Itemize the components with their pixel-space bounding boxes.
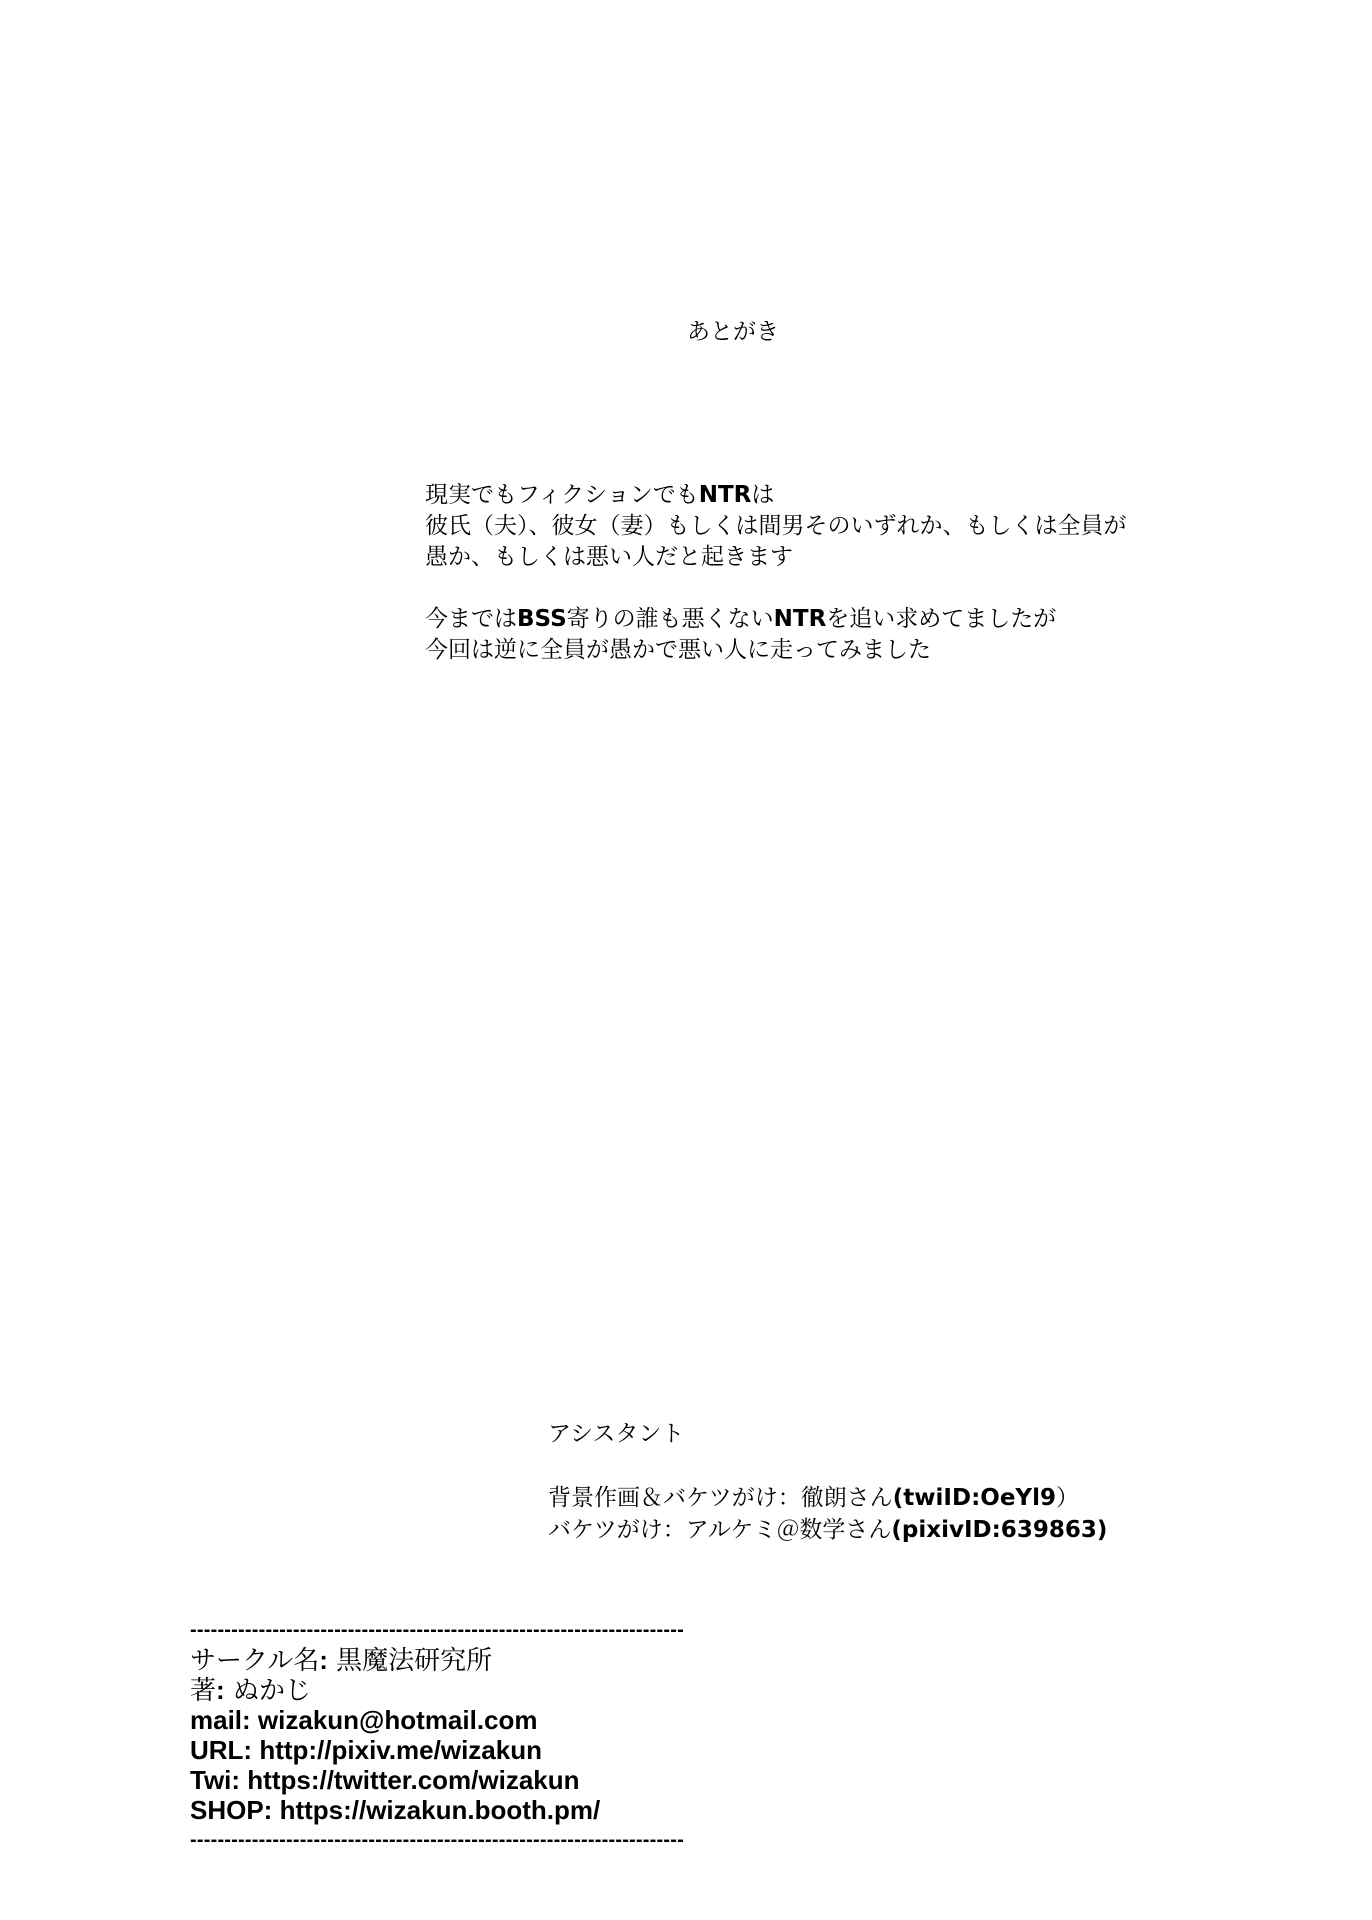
text-bold: (pixivID:639863) — [891, 1517, 1108, 1543]
author-name — [190, 1675, 684, 1705]
url-link: URL: http://pixiv.me/wizakun — [190, 1735, 542, 1765]
assistant-credit — [548, 1482, 1107, 1514]
afterword-body — [425, 480, 1127, 666]
text-bold: NTR — [773, 606, 827, 632]
afterword-line: 今回は逆に全員が愚かで悪い人に走ってみました — [425, 637, 931, 663]
assistants-list — [548, 1482, 1107, 1546]
text: 著 — [190, 1676, 217, 1706]
circle-name — [190, 1645, 684, 1675]
assistants-section — [548, 1418, 1107, 1546]
afterword-line: 愚か、もしくは悪い人だと起きます — [425, 544, 793, 570]
afterword-title: あとがき — [687, 319, 779, 345]
text: 背景作画＆バケツがけ：徹朗さん — [548, 1485, 893, 1511]
mail-address: mail: wizakun@hotmail.com — [190, 1705, 538, 1735]
shop-link: SHOP: https://wizakun.booth.pm/ — [190, 1795, 601, 1825]
text: ） — [1055, 1485, 1079, 1511]
afterword-paragraph-1 — [425, 480, 1127, 573]
twitter-link: Twi: https://twitter.com/wizakun — [190, 1765, 580, 1795]
text-bold: (twiID:OeYl9 — [892, 1485, 1056, 1511]
colophon — [190, 1615, 684, 1855]
afterword-line — [425, 480, 1127, 511]
afterword-paragraph-2 — [425, 604, 1127, 666]
text-bold: : — [216, 1675, 225, 1705]
text: 黒魔法研究所 — [327, 1646, 493, 1676]
divider-bottom: ------------------------------------------------------------------------ — [190, 1829, 684, 1851]
text: 現実でもフィクションでも — [425, 482, 699, 508]
text: を追い求めてましたが — [826, 606, 1057, 632]
text: 寄りの誰も悪くない — [566, 606, 774, 632]
assistant-credit — [548, 1514, 1107, 1546]
text-bold: NTR — [698, 482, 752, 508]
text-bold: : — [319, 1645, 328, 1675]
text: は — [751, 482, 775, 508]
text: ぬかじ — [224, 1676, 311, 1706]
afterword-line: 彼氏（夫）、彼女（妻）もしくは間男そのいずれか、もしくは全員が — [425, 513, 1127, 539]
text: 今までは — [425, 606, 517, 632]
afterword-line — [425, 604, 1127, 635]
text: サークル名 — [190, 1646, 320, 1676]
divider-top: ------------------------------------------------------------------------ — [190, 1619, 684, 1641]
assistants-heading: アシスタント — [548, 1421, 685, 1447]
text: バケツがけ：アルケミ＠数学さん — [548, 1517, 892, 1543]
text-bold: BSS — [517, 606, 567, 632]
